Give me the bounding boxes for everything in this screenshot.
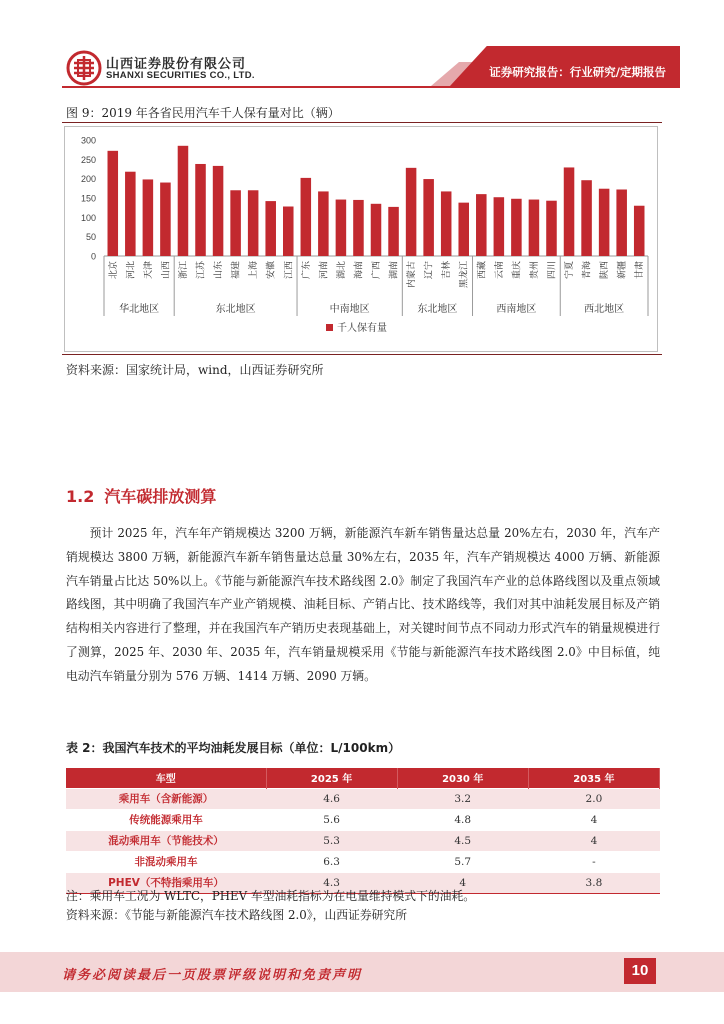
- x-tick-label: 贵州: [529, 261, 540, 280]
- section-heading: [66, 484, 216, 507]
- bar: [616, 189, 627, 256]
- table-cell: 4: [528, 830, 659, 851]
- table-cell: 4: [397, 872, 528, 893]
- bar: [599, 189, 610, 256]
- x-tick-label: 天津: [143, 261, 154, 280]
- x-tick-label: 广东: [301, 261, 312, 280]
- footer-disclaimer: 请务必阅读最后一页股票评级说明和免责声明: [62, 968, 363, 983]
- bar: [371, 204, 382, 256]
- table-note: 注：乘用车工况为 WLTC，PHEV 车型油耗指标为在电量维持模式下的油耗。: [66, 889, 476, 903]
- x-tick-label: 上海: [249, 261, 260, 280]
- x-tick-label: 福建: [231, 261, 242, 280]
- bar: [406, 168, 417, 256]
- table-cell: 4: [528, 809, 659, 830]
- table-row: [66, 809, 660, 830]
- bar: [476, 194, 487, 256]
- x-tick-label: 宁夏: [565, 261, 576, 280]
- table-row-label: 混动乘用车（节能技术）: [66, 830, 266, 851]
- bar: [458, 203, 469, 256]
- bar: [441, 191, 452, 256]
- bar: [108, 151, 119, 256]
- group-label: 西南地区: [496, 304, 537, 315]
- x-tick-label: 北京: [108, 261, 119, 280]
- table-row: [66, 788, 660, 809]
- table-cell: 6.3: [266, 851, 397, 872]
- group-label: 中南地区: [329, 304, 370, 315]
- y-tick-label: 200: [80, 174, 96, 185]
- x-tick-label: 河北: [126, 261, 137, 280]
- section-number: 1.2: [66, 487, 95, 506]
- bar: [283, 207, 294, 256]
- header-divider: [62, 86, 680, 88]
- table-cell: 2.0: [528, 788, 659, 809]
- bar: [213, 166, 224, 256]
- table-row-label: 乘用车（含新能源）: [66, 788, 266, 809]
- x-tick-label: 湖南: [389, 261, 400, 280]
- table-cell: 3.8: [528, 872, 659, 893]
- x-tick-label: 新疆: [617, 261, 628, 280]
- x-tick-label: 吉林: [442, 261, 453, 280]
- bar: [143, 179, 154, 256]
- company-logo-icon: [66, 50, 102, 86]
- bar: [178, 146, 189, 256]
- table-cell: 5.3: [266, 830, 397, 851]
- bar: [301, 178, 312, 256]
- bar: [265, 201, 276, 256]
- figure-caption: 图 9：2019 年各省民用汽车千人保有量对比（辆）: [66, 106, 340, 120]
- x-tick-label: 青海: [582, 261, 593, 280]
- table-cell: 5.7: [397, 851, 528, 872]
- y-tick-label: 300: [80, 135, 96, 146]
- bar: [529, 200, 540, 256]
- table-header-row: [66, 768, 660, 788]
- report-type-tag: 证券研究报告：行业研究/定期报告: [489, 65, 666, 79]
- x-tick-label: 云南: [494, 261, 505, 280]
- company-name-cn: 山西证券股份有限公司: [106, 57, 247, 72]
- table-row-label: 非混动乘用车: [66, 851, 266, 872]
- bar: [353, 200, 364, 256]
- x-tick-label: 陕西: [600, 261, 611, 280]
- table-cell: 4.8: [397, 809, 528, 830]
- x-tick-label: 黑龙江: [459, 261, 470, 289]
- bar: [423, 179, 434, 256]
- y-tick-label: 100: [80, 212, 96, 223]
- bar: [230, 190, 241, 256]
- table-cell: 4.3: [266, 872, 397, 893]
- x-tick-label: 山东: [214, 261, 225, 280]
- table-cell: 4.5: [397, 830, 528, 851]
- table-header-cell: 2035 年: [528, 768, 659, 788]
- x-tick-label: 江苏: [196, 261, 207, 280]
- x-tick-label: 河南: [319, 261, 330, 280]
- table-cell: -: [528, 851, 659, 872]
- x-tick-label: 江西: [284, 261, 295, 280]
- bar: [388, 207, 399, 256]
- table-header-cell: 车型: [66, 768, 266, 788]
- bar: [564, 167, 575, 256]
- table-cell: 4.6: [266, 788, 397, 809]
- bar: [160, 183, 171, 256]
- legend-swatch: [326, 324, 333, 331]
- group-label: 东北地区: [417, 304, 458, 315]
- table-header-cell: 2030 年: [397, 768, 528, 788]
- fuel-consumption-table: [66, 768, 660, 894]
- bar: [634, 206, 645, 256]
- table-caption: 表 2：我国汽车技术的平均油耗发展目标（单位：L/100km）: [66, 741, 401, 755]
- table-row-label: 传统能源乘用车: [66, 809, 266, 830]
- x-tick-label: 湖北: [336, 261, 347, 280]
- table-row-label: PHEV（不特指乘用车）: [66, 872, 266, 893]
- bar: [511, 199, 522, 256]
- x-tick-label: 甘肃: [635, 261, 646, 280]
- table-source: 资料来源：《节能与新能源汽车技术路线图 2.0》，山西证券研究所: [66, 908, 408, 922]
- bar-chart: [64, 126, 658, 352]
- x-tick-label: 山西: [161, 261, 172, 280]
- x-tick-label: 海南: [354, 261, 365, 280]
- y-tick-label: 150: [80, 193, 96, 204]
- bar: [125, 172, 136, 256]
- table-row: [66, 830, 660, 851]
- table-header-cell: 2025 年: [266, 768, 397, 788]
- bar: [494, 197, 505, 256]
- y-tick-label: 50: [85, 232, 96, 243]
- bar: [336, 200, 347, 256]
- x-tick-label: 浙江: [178, 261, 189, 280]
- figure-bottom-rule: [62, 354, 662, 355]
- x-tick-label: 广西: [372, 261, 382, 280]
- table-cell: 5.6: [266, 809, 397, 830]
- group-label: 西北地区: [584, 304, 625, 315]
- group-label: 华北地区: [119, 304, 160, 315]
- legend-label: 千人保有量: [337, 323, 387, 334]
- x-tick-label: 内蒙古: [407, 261, 418, 289]
- y-tick-label: 250: [80, 154, 96, 165]
- x-tick-label: 安徽: [266, 261, 277, 280]
- page-number: 10: [624, 958, 656, 984]
- section-title: 汽车碳排放测算: [104, 487, 217, 506]
- table-row: [66, 851, 660, 872]
- x-tick-label: 西藏: [477, 261, 488, 280]
- figure-source: 资料来源：国家统计局，wind，山西证券研究所: [66, 363, 324, 377]
- group-label: 东北地区: [215, 304, 256, 315]
- bar: [546, 201, 557, 256]
- bar: [318, 191, 329, 256]
- company-name-en: SHANXI SECURITIES CO., LTD.: [106, 70, 255, 81]
- bar: [581, 180, 592, 256]
- y-tick-label: 0: [90, 251, 96, 262]
- figure-top-rule: [62, 122, 662, 123]
- section-paragraph: 预计 2025 年，汽车年产销规模达 3200 万辆，新能源汽车新车销售量达总量 20%左右，2030 年，汽车产销规模达 3800 万辆，新能源汽车新车销售量达总量 30%左右，2035 年，汽车产销规模达 4000 万辆、新能源汽车销量占比达 50%以上。《节能与新能源汽车技术路线图 2.0》制定了我国汽车产业的总体路线图以及重点领域路线图，其中明确了我国汽车产业产销规模、油耗目标、产销占比、技术路线等，我们对其中油耗发展目标及产销结构相关内容进行了整理，并在我国汽车产销历史表现基础上，对关键时间节点不同动力形式汽车的销量规模进行了测算，2025 年、2030 年、2035 年，汽车销量规模采用《节能与新能源汽车技术路线图 2.0》中目标值，纯电动汽车销量分别为 576 万辆、1414 万辆、2090 万辆。: [66, 526, 660, 683]
- x-tick-label: 重庆: [512, 261, 523, 280]
- x-tick-label: 四川: [547, 261, 558, 280]
- bar: [195, 164, 206, 256]
- bar: [248, 190, 259, 256]
- x-tick-label: 辽宁: [424, 261, 435, 280]
- table-cell: 3.2: [397, 788, 528, 809]
